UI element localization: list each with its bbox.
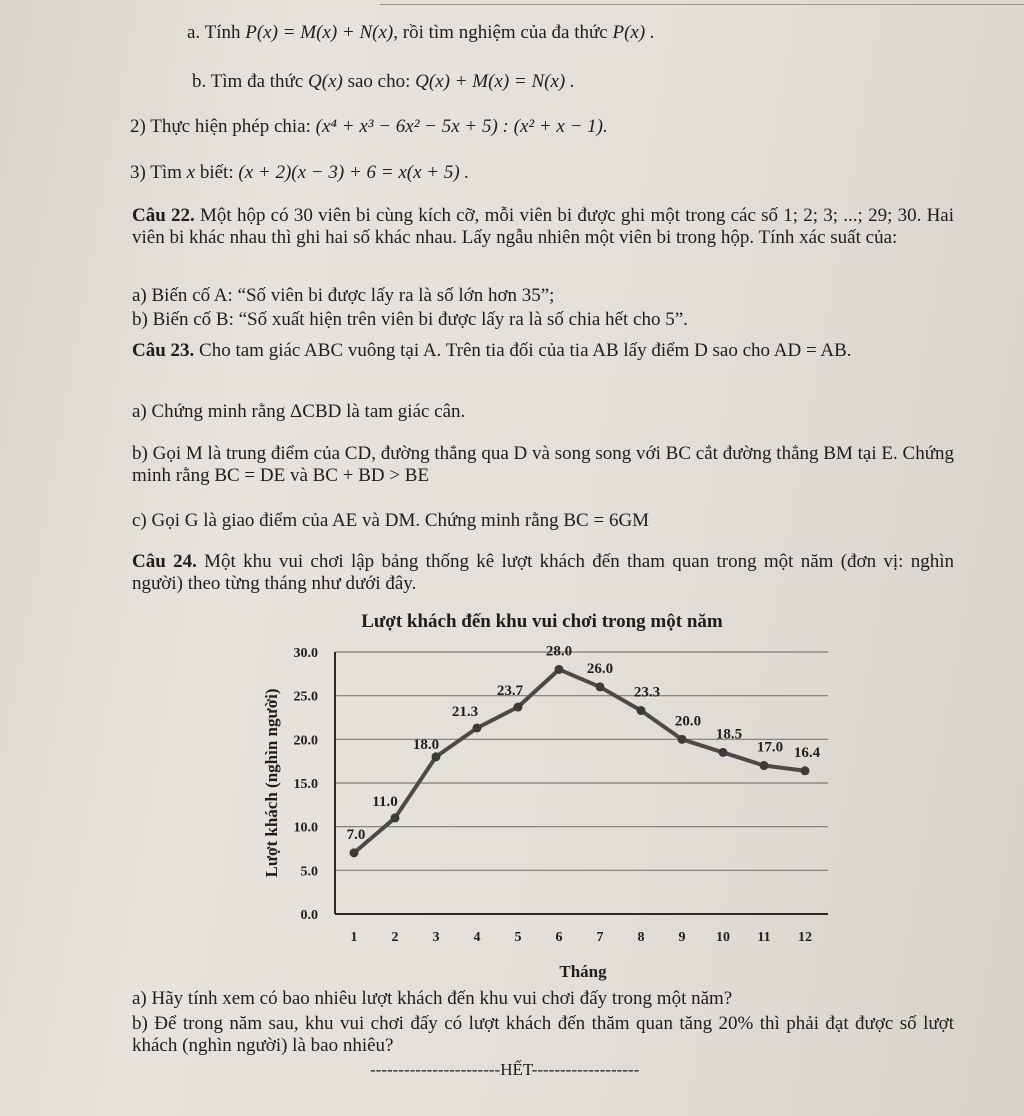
y-tick-label: 5.0	[300, 864, 318, 880]
data-label: 18.5	[715, 726, 743, 743]
item-a-formula2: P(x) .	[612, 22, 655, 43]
x-tick-label: 8	[637, 930, 645, 945]
item-b-formula2: Q(x) + M(x) = N(x) .	[415, 71, 575, 92]
y-tick-label: 15.0	[293, 777, 318, 792]
item-b-text: sao cho:	[347, 71, 411, 92]
q21-item-b	[192, 71, 575, 93]
q22-paragraph	[132, 205, 954, 249]
x-tick-label: 9	[678, 930, 686, 945]
end-marker: -----------------------HẾT-------------------	[370, 1060, 640, 1079]
x-tick-label: 7	[596, 930, 604, 945]
q23-text: Cho tam giác ABC vuông tại A. Trên tia đối của tia AB lấy điểm D sao cho AD = AB.	[199, 340, 852, 361]
item-2	[130, 116, 608, 138]
chart-y-axis-label: Lượt khách (nghìn người)	[262, 688, 281, 878]
page-top-edge	[380, 4, 1024, 5]
item-3-var: x	[186, 162, 196, 183]
data-point	[391, 813, 400, 822]
q22-text: Một hộp có 30 viên bi cùng kích cỡ, mỗi viên bi được ghi một trong các số 1; 2; 3; ...; 29; 30. Hai viên bi khác nhau thì ghi hai số khác nhau. Lấy ngẫu nhiên một viên bi trong hộp. Tính xác suất của:	[132, 205, 955, 248]
q23-b: b) Gọi M là trung điểm của CD, đường thẳng qua D và song song với BC cắt đường thẳng BM tại E. Chứng minh rằng BC = DE và BC + BD > BE	[132, 443, 954, 486]
q23-c: c) Gọi G là giao điểm của AE và DM. Chứng minh rằng BC = 6GM	[132, 510, 650, 531]
q24-text: Một khu vui chơi lập bảng thống kê lượt khách đến tham quan trong một năm (đơn vị: nghìn người) theo từng tháng như dưới đây.	[132, 551, 955, 594]
data-label: 23.7	[496, 683, 524, 700]
y-tick-label: 30.0	[293, 646, 318, 661]
item-3-text: biết:	[199, 162, 234, 183]
x-tick-label: 3	[432, 930, 440, 945]
q22-b: b) Biến cố B: “Số xuất hiện trên viên bi được lấy ra là số chia hết cho 5”.	[132, 309, 688, 330]
q24-paragraph	[132, 551, 954, 595]
y-tick-label: 10.0	[293, 820, 318, 836]
data-point	[596, 682, 605, 691]
data-label: 7.0	[346, 826, 366, 843]
data-point	[801, 766, 810, 775]
x-tick-label: 1	[350, 930, 358, 945]
data-point	[514, 703, 523, 712]
data-label: 20.0	[674, 713, 702, 730]
y-tick-label: 25.0	[293, 689, 318, 705]
y-tick-label: 0.0	[300, 908, 318, 923]
data-point	[555, 665, 564, 674]
series-line	[354, 669, 805, 852]
x-tick-label: 11	[757, 930, 771, 945]
q23-a: a) Chứng minh rằng ΔCBD là tam giác cân.	[132, 401, 466, 422]
item-a-text: , rồi tìm nghiệm của đa thức	[393, 22, 608, 43]
item-a-label: a. Tính	[187, 22, 241, 43]
item-3-formula: (x + 2)(x − 3) + 6 = x(x + 5) .	[238, 162, 470, 183]
item-b-formula: Q(x)	[308, 71, 343, 92]
item-2-label: 2) Thực hiện phép chia:	[130, 116, 311, 137]
data-label: 11.0	[372, 793, 398, 810]
data-label: 26.0	[586, 660, 614, 677]
q21-item-a	[187, 22, 655, 44]
chart-x-axis-label: Tháng	[559, 962, 607, 981]
data-label: 16.4	[793, 744, 821, 761]
q24-b: b) Để trong năm sau, khu vui chơi đấy có lượt khách đến thăm quan tăng 20% thì phải đạt được số lượt khách (nghìn người) là bao nhiêu?	[132, 1013, 954, 1056]
item-a-formula: P(x) = M(x) + N(x)	[245, 22, 394, 43]
item-b-label: b. Tìm đa thức	[192, 71, 304, 92]
q22-title: Câu 22.	[132, 205, 195, 226]
data-point	[678, 735, 687, 744]
item-3	[130, 162, 469, 184]
x-tick-label: 6	[555, 930, 563, 945]
item-2-formula: (x⁴ + x³ − 6x² − 5x + 5) : (x² + x − 1).	[315, 116, 608, 137]
q22-a: a) Biến cố A: “Số viên bi được lấy ra là số lớn hơn 35”;	[132, 285, 555, 306]
x-tick-label: 4	[473, 930, 481, 945]
x-tick-label: 12	[798, 930, 812, 945]
data-label: 23.3	[633, 684, 661, 701]
data-label: 28.0	[545, 643, 573, 660]
data-label: 18.0	[412, 736, 440, 753]
item-3-label: 3) Tìm	[130, 162, 182, 183]
data-point	[473, 723, 482, 732]
data-point	[432, 752, 441, 761]
q24-title: Câu 24.	[132, 551, 197, 572]
q23-title: Câu 23.	[132, 340, 195, 361]
q23-paragraph	[132, 340, 954, 362]
data-label: 21.3	[451, 703, 479, 720]
x-tick-label: 2	[391, 930, 399, 945]
data-point	[637, 706, 646, 715]
q24-a: a) Hãy tính xem có bao nhiêu lượt khách đến khu vui chơi đấy trong một năm?	[132, 988, 733, 1009]
chart-title: Lượt khách đến khu vui chơi trong một năm	[361, 611, 723, 632]
y-tick-label: 20.0	[293, 733, 318, 749]
x-tick-label: 10	[716, 930, 730, 945]
data-label: 17.0	[756, 739, 784, 756]
data-point	[719, 748, 728, 757]
data-point	[760, 761, 769, 770]
x-tick-label: 5	[514, 930, 522, 945]
data-point	[350, 848, 359, 857]
